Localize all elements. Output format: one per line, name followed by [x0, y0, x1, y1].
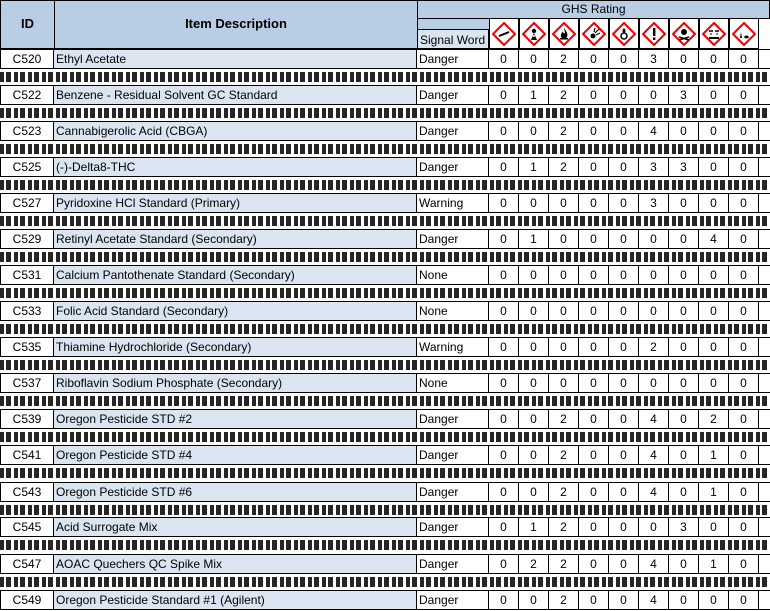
item-description: Folic Acid Standard (Secondary) [54, 302, 417, 320]
ghs-rating-value: 1 [519, 158, 549, 176]
ghs-corrosion-icon [699, 18, 729, 49]
ghs-rating-value: 0 [579, 483, 609, 501]
ghs-rating-value: 0 [489, 302, 519, 320]
signal-word: None [417, 374, 489, 392]
ghs-rating-value: 0 [729, 483, 759, 501]
item-description: AOAC Quechers QC Spike Mix [54, 555, 417, 573]
item-description: Retinyl Acetate Standard (Secondary) [54, 230, 417, 248]
ghs-rating-value: 0 [579, 374, 609, 392]
signal-word: Danger [417, 122, 489, 140]
hidden-row-ghost [0, 577, 770, 587]
ghs-rating-value: 0 [579, 194, 609, 212]
table-row [0, 121, 770, 141]
ghs-rating-value: 0 [579, 518, 609, 536]
item-description: Riboflavin Sodium Phosphate (Secondary) [54, 374, 417, 392]
signal-word: Danger [417, 518, 489, 536]
ghs-rating-value: 0 [669, 555, 699, 573]
hidden-row-strip [0, 358, 770, 372]
signal-word: Danger [417, 86, 489, 104]
ghs-rating-value: 3 [639, 50, 669, 68]
ghs-rating-value: 0 [579, 410, 609, 428]
ghs-rating-value: 4 [639, 555, 669, 573]
ghs-rating-value: 0 [609, 410, 639, 428]
hidden-row-ghost [0, 468, 770, 478]
ghs-pictogram-row [489, 18, 759, 49]
item-description: Oregon Pesticide STD #4 [54, 446, 417, 464]
ghs-rating-value: 0 [669, 266, 699, 284]
ghs-rating-value: 0 [699, 518, 729, 536]
ghs-rating-value: 4 [639, 410, 669, 428]
item-id: C531 [0, 266, 54, 284]
ghs-rating-value: 0 [669, 446, 699, 464]
ghs-rating-value: 0 [669, 122, 699, 140]
item-description: Cannabigerolic Acid (CBGA) [54, 122, 417, 140]
table-row [0, 337, 770, 357]
ghs-rating-value: 0 [669, 230, 699, 248]
signal-word: None [417, 266, 489, 284]
ghs-rating-value: 0 [669, 194, 699, 212]
ghs-rating-value: 0 [549, 194, 579, 212]
description-header-label: Item Description [185, 16, 287, 31]
ghs-rating-value: 0 [729, 122, 759, 140]
ghs-rating-value: 0 [609, 446, 639, 464]
hidden-row-strip [0, 503, 770, 516]
table-row [0, 85, 770, 105]
ghs-rating-value: 1 [699, 483, 729, 501]
ghs-rating-value: 2 [549, 410, 579, 428]
ghs-rating-value: 0 [489, 194, 519, 212]
ghs-rating-value: 0 [699, 374, 729, 392]
item-description: Thiamine Hydrochloride (Secondary) [54, 338, 417, 356]
ghs-rating-value: 0 [579, 446, 609, 464]
ghs-rating-value: 0 [729, 266, 759, 284]
table-row [0, 49, 770, 69]
ghs-rating-value: 0 [609, 302, 639, 320]
hidden-row-strip [0, 322, 770, 336]
ghs-exclamation-icon [639, 18, 669, 49]
table-row [0, 301, 770, 321]
signal-word: Danger [417, 230, 489, 248]
item-description: Pyridoxine HCl Standard (Primary) [54, 194, 417, 212]
ghs-rating-value: 2 [549, 50, 579, 68]
hidden-row-ghost [0, 324, 770, 334]
ghs-rating-value: 0 [579, 338, 609, 356]
ghs-rating-value: 2 [549, 591, 579, 609]
item-id: C539 [0, 410, 54, 428]
hidden-row-ghost [0, 396, 770, 406]
ghs-health-hazard-icon [519, 18, 549, 49]
ghs-rating-value: 0 [699, 302, 729, 320]
table-row [0, 445, 770, 465]
ghs-rating-value: 0 [489, 338, 519, 356]
ghs-rating-value: 0 [729, 518, 759, 536]
ghs-rating-value: 0 [549, 230, 579, 248]
item-id: C549 [0, 591, 54, 609]
ghs-rating-value: 3 [669, 518, 699, 536]
ghs-rating-value: 3 [639, 194, 669, 212]
ghs-rating-value: 1 [519, 518, 549, 536]
ghs-rating-value: 0 [639, 302, 669, 320]
ghs-rating-value: 2 [549, 518, 579, 536]
ghs-rating-value: 0 [489, 518, 519, 536]
ghs-rating-value: 2 [639, 338, 669, 356]
ghs-rating-value: 1 [699, 446, 729, 464]
item-description: Oregon Pesticide STD #6 [54, 483, 417, 501]
ghs-rating-value: 0 [639, 266, 669, 284]
ghs-rating-value: 0 [549, 374, 579, 392]
ghs-rating-value: 0 [489, 591, 519, 609]
item-id: C529 [0, 230, 54, 248]
ghs-rating-value: 0 [579, 122, 609, 140]
ghs-rating-value: 0 [579, 50, 609, 68]
ghs-rating-value: 0 [519, 591, 549, 609]
table-row [0, 590, 770, 610]
hidden-row-strip [0, 394, 770, 408]
ghs-rating-value: 3 [669, 158, 699, 176]
item-id: C543 [0, 483, 54, 501]
item-id: C545 [0, 518, 54, 536]
hidden-row-ghost [0, 252, 770, 262]
ghs-rating-value: 0 [669, 50, 699, 68]
ghs-rating-value: 0 [669, 302, 699, 320]
table-row [0, 517, 770, 537]
ghs-rating-value: 2 [549, 158, 579, 176]
ghs-rating-value: 2 [549, 122, 579, 140]
ghs-rating-value: 0 [609, 158, 639, 176]
item-id: C525 [0, 158, 54, 176]
ghs-rating-value: 0 [579, 302, 609, 320]
ghs-rating-value: 0 [609, 483, 639, 501]
hidden-row-ghost [0, 144, 770, 154]
ghs-rating-value: 0 [489, 122, 519, 140]
ghs-rating-value: 0 [699, 50, 729, 68]
ghs-rating-value: 0 [609, 266, 639, 284]
ghs-rating-value: 0 [579, 266, 609, 284]
ghs-rating-value: 3 [669, 86, 699, 104]
ghs-rating-value: 2 [549, 483, 579, 501]
ghs-rating-value: 0 [609, 518, 639, 536]
ghs-rating-value: 0 [489, 555, 519, 573]
ghs-rating-value: 4 [639, 446, 669, 464]
ghs-rating-value: 0 [579, 555, 609, 573]
ghs-rating-value: 0 [729, 302, 759, 320]
hidden-row-ghost [0, 72, 770, 82]
signal-word: Danger [417, 483, 489, 501]
ghs-rating-value: 0 [609, 374, 639, 392]
ghs-rating-value: 0 [549, 266, 579, 284]
ghs-rating-value: 0 [609, 86, 639, 104]
ghs-rating-value: 0 [489, 483, 519, 501]
hidden-row-ghost [0, 216, 770, 226]
ghs-rating-value: 0 [489, 86, 519, 104]
ghs-rating-value: 4 [639, 483, 669, 501]
signal-word: Danger [417, 158, 489, 176]
item-id: C523 [0, 122, 54, 140]
ghs-environment-icon [729, 18, 759, 49]
hidden-row-ghost [0, 505, 770, 515]
signal-word: None [417, 302, 489, 320]
ghs-rating-value: 0 [609, 591, 639, 609]
signal-word: Danger [417, 591, 489, 609]
ghs-rating-value: 0 [609, 194, 639, 212]
ghs-rating-value: 0 [489, 50, 519, 68]
ghs-rating-value: 0 [489, 230, 519, 248]
ghs-rating-value: 0 [699, 194, 729, 212]
ghs-rating-value: 0 [669, 338, 699, 356]
ghs-rating-value: 4 [639, 591, 669, 609]
ghs-rating-value: 0 [519, 338, 549, 356]
hidden-row-ghost [0, 360, 770, 370]
table-row [0, 482, 770, 502]
ghs-flame-icon [549, 18, 579, 49]
ghs-skull-icon [669, 18, 699, 49]
hidden-row-strip [0, 430, 770, 444]
hidden-row-strip [0, 575, 770, 589]
ghs-rating-value: 0 [699, 591, 729, 609]
ghs-rating-value: 2 [549, 446, 579, 464]
ghs-rating-value: 0 [609, 50, 639, 68]
item-description: Acid Surrogate Mix [54, 518, 417, 536]
hidden-row-strip [0, 538, 770, 553]
hidden-row-strip [0, 286, 770, 300]
ghs-rating-value: 0 [729, 446, 759, 464]
ghs-rating-value: 0 [489, 446, 519, 464]
ghs-rating-value: 0 [729, 591, 759, 609]
ghs-rating-value: 0 [519, 374, 549, 392]
signal-word: Danger [417, 50, 489, 68]
ghs-oxidizer-icon [609, 18, 639, 49]
ghs-rating-value: 0 [729, 410, 759, 428]
ghs-rating-value: 0 [609, 338, 639, 356]
hidden-row-strip [0, 70, 770, 84]
ghs-rating-value: 0 [669, 374, 699, 392]
ghs-rating-value: 0 [609, 230, 639, 248]
ghs-rating-value: 0 [579, 591, 609, 609]
ghs-rating-value: 0 [729, 555, 759, 573]
ghs-rating-value: 1 [519, 230, 549, 248]
ghs-rating-value: 0 [729, 194, 759, 212]
ghs-rating-value: 0 [609, 122, 639, 140]
hidden-row-strip [0, 106, 770, 120]
item-description: (-)-Delta8-THC [54, 158, 417, 176]
ghs-rating-value: 0 [729, 86, 759, 104]
ghs-rating-value: 0 [519, 302, 549, 320]
table-row [0, 229, 770, 249]
ghs-rating-value: 0 [729, 338, 759, 356]
ghs-rating-value: 0 [699, 266, 729, 284]
ghs-rating-value: 0 [519, 446, 549, 464]
hidden-row-strip [0, 250, 770, 264]
ghs-rating-value: 0 [519, 410, 549, 428]
item-id: C535 [0, 338, 54, 356]
ghs-rating-value: 0 [489, 410, 519, 428]
hidden-row-ghost [0, 180, 770, 190]
ghs-rating-value: 4 [639, 122, 669, 140]
signal-word-header: Signal Word [417, 29, 489, 49]
ghs-rating-value: 0 [699, 338, 729, 356]
ghs-rating-value: 0 [669, 483, 699, 501]
hidden-row-strip [0, 214, 770, 228]
item-description: Calcium Pantothenate Standard (Secondary) [54, 266, 417, 284]
item-description: Oregon Pesticide STD #2 [54, 410, 417, 428]
ghs-rating-value: 0 [549, 302, 579, 320]
item-id: C527 [0, 194, 54, 212]
table-row [0, 193, 770, 213]
hidden-row-strip [0, 466, 770, 481]
hidden-row-strip [0, 178, 770, 192]
ghs-rating-value: 2 [549, 555, 579, 573]
ghs-rating-value: 0 [669, 591, 699, 609]
ghs-rating-value: 0 [639, 230, 669, 248]
item-description: Ethyl Acetate [54, 50, 417, 68]
ghs-rating-value: 0 [519, 483, 549, 501]
signal-word: Danger [417, 555, 489, 573]
ghs-rating-value: 0 [699, 122, 729, 140]
hidden-row-ghost [0, 288, 770, 298]
ghs-rating-value: 4 [699, 230, 729, 248]
ghs-rating-value: 0 [549, 338, 579, 356]
ghs-rating-value: 2 [699, 410, 729, 428]
ghs-rating-value: 0 [729, 230, 759, 248]
ghs-rating-header-label: GHS Rating [561, 2, 626, 16]
ghs-rating-value: 0 [729, 50, 759, 68]
ghs-rating-value: 0 [579, 230, 609, 248]
hidden-row-ghost [0, 540, 770, 550]
signal-word: Danger [417, 446, 489, 464]
ghs-rating-value: 0 [489, 266, 519, 284]
table-row [0, 554, 770, 574]
id-header-label: ID [21, 16, 34, 31]
ghs-rating-value: 0 [669, 410, 699, 428]
hidden-row-ghost [0, 432, 770, 442]
ghs-rating-value: 1 [519, 86, 549, 104]
item-description: Benzene - Residual Solvent GC Standard [54, 86, 417, 104]
ghs-rating-value: 1 [699, 555, 729, 573]
ghs-rating-value: 0 [519, 194, 549, 212]
ghs-rating-value: 0 [699, 158, 729, 176]
signal-word: Warning [417, 194, 489, 212]
hidden-row-strip [0, 142, 770, 156]
item-id: C533 [0, 302, 54, 320]
item-id: C537 [0, 374, 54, 392]
ghs-rating-value: 0 [519, 50, 549, 68]
ghs-rating-value: 0 [609, 555, 639, 573]
item-id: C547 [0, 555, 54, 573]
table-row [0, 409, 770, 429]
ghs-rating-value: 2 [549, 86, 579, 104]
table-row [0, 157, 770, 177]
ghs-rating-value: 0 [729, 374, 759, 392]
ghs-rating-value: 0 [699, 86, 729, 104]
table-row [0, 373, 770, 393]
ghs-corrosive-dash-icon [489, 18, 519, 49]
ghs-explosive-icon [579, 18, 609, 49]
ghs-rating-value: 0 [519, 266, 549, 284]
ghs-rating-value: 0 [639, 518, 669, 536]
item-description: Oregon Pesticide Standard #1 (Agilent) [54, 591, 417, 609]
ghs-rating-value: 3 [639, 158, 669, 176]
ghs-rating-value: 2 [519, 555, 549, 573]
signal-word: Danger [417, 410, 489, 428]
signal-word: Warning [417, 338, 489, 356]
table-row [0, 265, 770, 285]
ghs-rating-value: 0 [639, 374, 669, 392]
ghs-rating-value: 0 [519, 122, 549, 140]
ghs-rating-value: 0 [489, 158, 519, 176]
item-id: C541 [0, 446, 54, 464]
ghs-rating-value: 0 [489, 374, 519, 392]
ghs-rating-value: 0 [579, 86, 609, 104]
ghs-rating-value: 0 [639, 86, 669, 104]
item-id: C522 [0, 86, 54, 104]
ghs-rating-value: 0 [579, 158, 609, 176]
hidden-row-ghost [0, 108, 770, 118]
item-id: C520 [0, 50, 54, 68]
ghs-rating-value: 0 [729, 158, 759, 176]
